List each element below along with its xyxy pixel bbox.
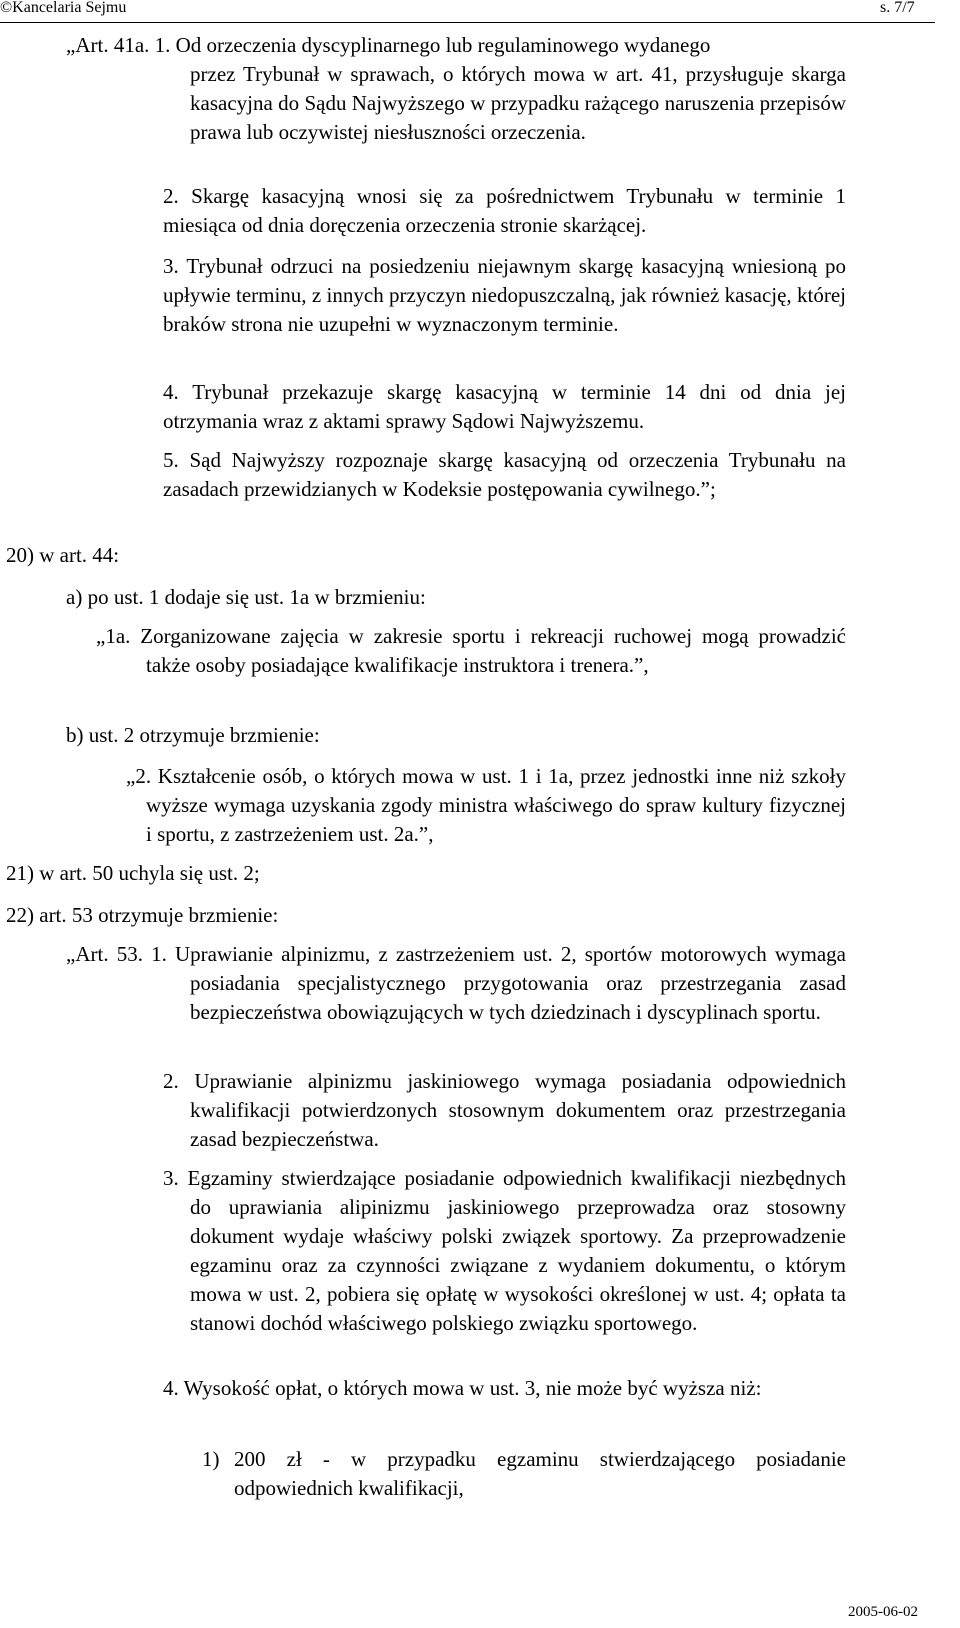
art53-paragraph-2-text: 2. Uprawianie alpinizmu jaskiniowego wymaga posiadania odpowiednich kwalifikacji potwierdzonych stosownym dokumentem oraz przestrzegania zasad bezpieczeństwa. <box>163 1069 846 1151</box>
art53-paragraph-4-point-1: 200 zł - w przypadku egzaminu stwierdzającego posiadanie odpowiednich kwalifikacji, <box>234 1447 846 1500</box>
header-divider <box>0 22 935 23</box>
art44-ust-2 <box>126 762 846 849</box>
art41a-paragraph-2: 2. Skargę kasacyjną wnosi się za pośrednictwem Trybunału w terminie 1 miesiąca od dnia doręczenia orzeczenia stronie skarżącej. <box>163 184 846 237</box>
art53-paragraph-3 <box>163 1164 846 1338</box>
art44-ust-1a-text: „1a. Zorganizowane zajęcia w zakresie sportu i rekreacji ruchowej mogą prowadzić także osoby posiadające kwalifikacje instruktora i trenera.”, <box>96 624 846 677</box>
art41a-paragraph-5: 5. Sąd Najwyższy rozpoznaje skargę kasacyjną od orzeczenia Trybunału na zasadach przewidzianych w Kodeksie postępowania cywilnego.”; <box>163 448 846 501</box>
art53-paragraph-4-point-1-number: 1) <box>202 1447 220 1471</box>
art53-paragraph-1-text: „Art. 53. 1. Uprawianie alpinizmu, z zastrzeżeniem ust. 2, sportów motorowych wymaga posiadania specjalistycznego przygotowania oraz przestrzegania zasad bezpieczeństwa obowiązujących w tych dziedzinach i dyscyplinach sportu. <box>66 942 846 1024</box>
amendment-item-21: 21) w art. 50 uchyla się ust. 2; <box>6 861 260 885</box>
art41a-paragraph-4: 4. Trybunał przekazuje skargę kasacyjną w terminie 14 dni od dnia jej otrzymania wraz z aktami sprawy Sądowi Najwyższemu. <box>163 380 846 433</box>
art41a-paragraph-3: 3. Trybunał odrzuci na posiedzeniu niejawnym skargę kasacyjną wniesioną po upływie terminu, z innych przyczyn niedopuszczalną, jak również kasację, której braków strona nie uzupełni w wyznaczonym terminie. <box>163 254 846 336</box>
art53-paragraph-2 <box>163 1067 846 1154</box>
art44-ust-2-text: „2. Kształcenie osób, o których mowa w ust. 1 i 1a, przez jednostki inne niż szkoły wyższe wymaga uzyskania zgody ministra właściwego do spraw kultury fizycznej i sportu, z zastrzeżeniem ust. 2a.”, <box>126 764 846 846</box>
art41a-paragraph-1: przez Trybunał w sprawach, o których mowa w art. 41, przysługuje skarga kasacyjna do Sądu Najwyższego w przypadku rażącego naruszenia przepisów prawa lub oczywistej niesłuszności orzeczenia. <box>190 62 846 144</box>
page-number: s. 7/7 <box>880 0 915 16</box>
amendment-item-22: 22) art. 53 otrzymuje brzmienie: <box>6 903 279 927</box>
art53-paragraph-4-text: 4. Wysokość opłat, o których mowa w ust. 3, nie może być wyższa niż: <box>163 1376 762 1400</box>
amendment-item-20b: b) ust. 2 otrzymuje brzmienie: <box>66 723 320 747</box>
amendment-item-20: 20) w art. 44: <box>6 543 120 567</box>
art53-paragraph-4 <box>163 1374 846 1403</box>
art53-paragraph-3-text: 3. Egzaminy stwierdzające posiadanie odpowiednich kwalifikacji niezbędnych do uprawiania alipinizmu jaskiniowego przeprowadza oraz stosowny dokument wydaje właściwy polski związek sportowy. Za przeprowadzenie egzaminu oraz za czynności związane z wydaniem dokumentu, o którym mowa w ust. 2, pobiera się opłatę w wysokości określonej w ust. 4; opłata ta stanowi dochód właściwego polskiego związku sportowego. <box>163 1166 846 1335</box>
amendment-item-20a: a) po ust. 1 dodaje się ust. 1a w brzmieniu: <box>66 585 426 609</box>
art44-ust-1a <box>96 622 846 680</box>
header-source: ©Kancelaria Sejmu <box>0 0 127 16</box>
document-date: 2005-06-02 <box>848 1604 918 1620</box>
art41a-paragraph-1-first-line: „Art. 41a. 1. Od orzeczenia dyscyplinarnego lub regulaminowego wydanego <box>66 33 711 57</box>
art53-paragraph-1 <box>66 940 846 1027</box>
